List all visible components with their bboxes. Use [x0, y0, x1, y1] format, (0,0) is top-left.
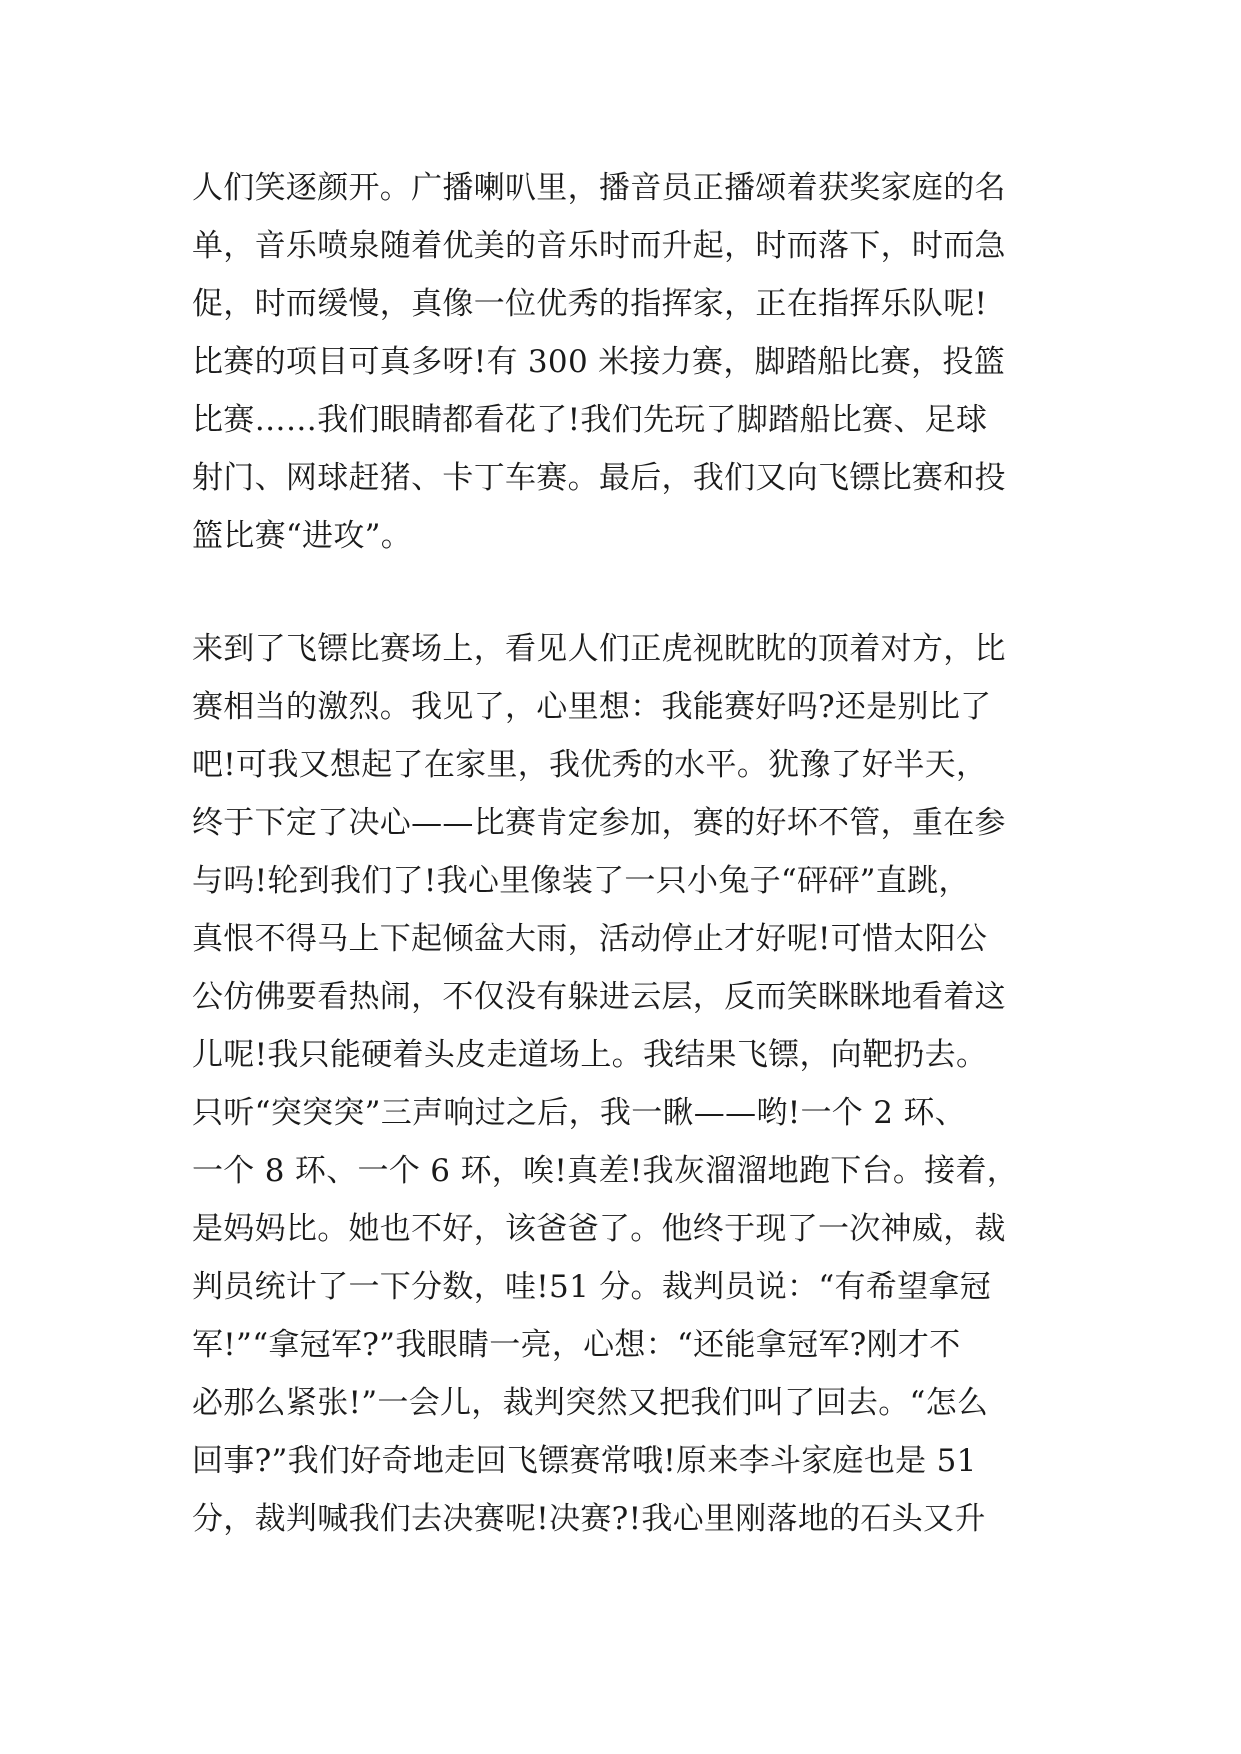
text-line: 射门、网球赶猪、卡丁车赛。最后，我们又向飞镖比赛和投: [192, 460, 1006, 496]
text-line: 回事?”我们好奇地走回飞镖赛常哦!原来李斗家庭也是 51: [192, 1443, 977, 1479]
text-line: 公仿佛要看热闹，不仅没有躲进云层，反而笑眯眯地看着这: [192, 979, 1006, 1015]
text-line: 赛相当的激烈。我见了，心里想：我能赛好吗?还是别比了: [192, 689, 992, 725]
text-line: 分，裁判喊我们去决赛呢!决赛?!我心里刚落地的石头又升: [192, 1501, 986, 1537]
text-line: 真恨不得马上下起倾盆大雨，活动停止才好呢!可惜太阳公: [192, 921, 988, 957]
paragraph: [192, 620, 1072, 1548]
text-line: 单，音乐喷泉随着优美的音乐时而升起，时而落下，时而急: [192, 228, 1006, 264]
text-line: 判员统计了一下分数，哇!51 分。裁判员说：“有希望拿冠: [192, 1269, 992, 1305]
text-line: 比赛的项目可真多呀!有 300 米接力赛，脚踏船比赛，投篮: [192, 344, 1006, 380]
text-line: 必那么紧张!”一会儿，裁判突然又把我们叫了回去。“怎么: [192, 1385, 989, 1421]
text-line: 来到了飞镖比赛场上，看见人们正虎视眈眈的顶着对方，比: [192, 631, 1006, 667]
paragraph: [192, 159, 1072, 565]
text-line: 只听“突突突”三声响过之后，我一瞅——哟!一个 2 环、: [192, 1095, 966, 1131]
text-line: 军!”“拿冠军?”我眼睛一亮，心想：“还能拿冠军?刚才不: [192, 1327, 961, 1363]
text-line: 吧!可我又想起了在家里，我优秀的水平。犹豫了好半天，: [192, 747, 988, 783]
text-line: 儿呢!我只能硬着头皮走道场上。我结果飞镖，向靶扔去。: [192, 1037, 988, 1073]
text-line: 人们笑逐颜开。广播喇叭里，播音员正播颂着获奖家庭的名: [192, 170, 1006, 206]
text-line: 是妈妈比。她也不好，该爸爸了。他终于现了一次神威，裁: [192, 1211, 1006, 1247]
text-line: 篮比赛“进攻”。: [192, 518, 413, 554]
text-line: 比赛……我们眼睛都看花了!我们先玩了脚踏船比赛、足球: [192, 402, 988, 438]
text-line: 促，时而缓慢，真像一位优秀的指挥家，正在指挥乐队呢!: [192, 286, 988, 322]
text-line: 终于下定了决心——比赛肯定参加，赛的好坏不管，重在参: [192, 805, 1006, 841]
text-line: 一个 8 环、一个 6 环，唉!真差!我灰溜溜地跑下台。接着，: [192, 1153, 1019, 1189]
text-line: 与吗!轮到我们了!我心里像装了一只小兔子“砰砰”直跳，: [192, 863, 970, 899]
